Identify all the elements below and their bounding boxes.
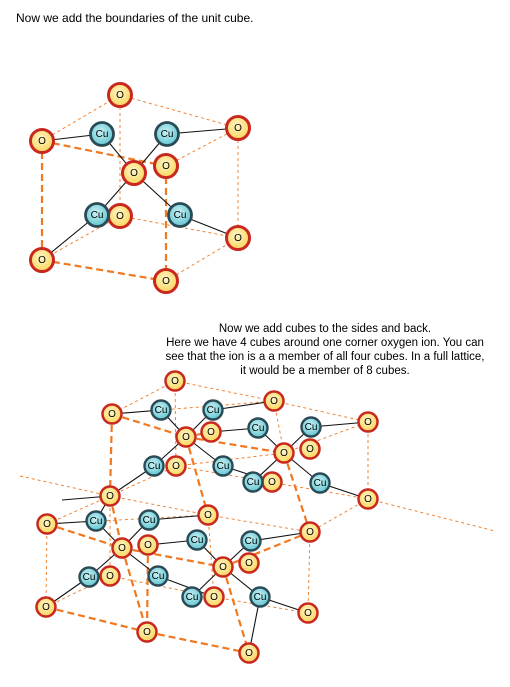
oxygen-atom	[275, 444, 294, 463]
oxygen-atom	[214, 558, 233, 577]
oxygen-atom	[103, 405, 122, 424]
oxygen-label: O	[144, 540, 152, 551]
oxygen-label: O	[234, 233, 242, 244]
oxygen-label: O	[204, 510, 212, 521]
copper-atom	[91, 123, 114, 146]
cube-edge-back	[175, 381, 274, 401]
oxygen-label: O	[234, 123, 242, 134]
copper-atom	[169, 204, 192, 227]
oxygen-atom	[205, 588, 224, 607]
oxygen-atom	[227, 227, 250, 250]
oxygen-atom	[301, 440, 320, 459]
copper-label: Cu	[90, 210, 104, 221]
copper-label: Cu	[89, 516, 103, 527]
oxygen-label: O	[364, 417, 372, 428]
oxygen-atom	[301, 523, 320, 542]
oxygen-label: O	[162, 161, 170, 172]
oxygen-label: O	[245, 648, 253, 659]
copper-atom	[152, 401, 171, 420]
oxygen-label: O	[143, 627, 151, 638]
oxygen-atom	[263, 473, 282, 492]
oxygen-atom	[31, 249, 54, 272]
copper-label: Cu	[206, 405, 220, 416]
copper-atom	[242, 532, 261, 551]
copper-atom	[302, 418, 321, 437]
copper-label: Cu	[246, 477, 260, 488]
cube-edge-back	[110, 496, 208, 515]
oxygen-atom	[101, 567, 120, 586]
copper-label: Cu	[313, 478, 327, 489]
oxygen-label: O	[38, 255, 46, 266]
oxygen-label: O	[245, 558, 253, 569]
oxygen-label: O	[268, 477, 276, 488]
copper-label: Cu	[142, 515, 156, 526]
oxygen-atom	[37, 598, 56, 617]
copper-atom	[214, 457, 233, 476]
oxygen-label: O	[270, 396, 278, 407]
oxygen-label: O	[118, 543, 126, 554]
cube-edge-front	[147, 545, 148, 632]
copper-atom	[204, 401, 223, 420]
oxygen-label: O	[108, 409, 116, 420]
oxygen-label: O	[219, 562, 227, 573]
copper-label: Cu	[95, 129, 109, 140]
oxygen-atom	[177, 428, 196, 447]
oxygen-label: O	[38, 136, 46, 147]
oxygen-atom	[299, 604, 318, 623]
oxygen-atom	[123, 162, 146, 185]
oxygen-label: O	[207, 427, 215, 438]
oxygen-label: O	[280, 448, 288, 459]
oxygen-label: O	[116, 211, 124, 222]
oxygen-atom	[240, 644, 259, 663]
copper-atom	[183, 588, 202, 607]
copper-atom	[244, 473, 263, 492]
oxygen-label: O	[304, 608, 312, 619]
copper-atom	[140, 511, 159, 530]
copper-label: Cu	[253, 592, 267, 603]
oxygen-atom	[155, 155, 178, 178]
oxygen-atom	[109, 84, 132, 107]
oxygen-atom	[101, 487, 120, 506]
cube-edge-front	[147, 632, 249, 653]
cube-edge-back	[274, 401, 368, 422]
cube-edge-front	[122, 548, 147, 632]
copper-label: Cu	[147, 461, 161, 472]
copper-atom	[86, 204, 109, 227]
copper-label: Cu	[82, 572, 96, 583]
oxygen-label: O	[116, 90, 124, 101]
copper-label: Cu	[185, 592, 199, 603]
oxygen-label: O	[130, 168, 138, 179]
cube-edge-back	[42, 216, 120, 260]
caption-line: see that the ion is a a member of all four cubes. In a full lattice,	[165, 351, 485, 363]
copper-label: Cu	[151, 571, 165, 582]
copper-label: Cu	[160, 129, 174, 140]
oxygen-atom	[199, 506, 218, 525]
copper-label: Cu	[251, 423, 265, 434]
oxygen-label: O	[210, 592, 218, 603]
copper-label: Cu	[304, 422, 318, 433]
oxygen-atom	[227, 117, 250, 140]
cube-edge-front	[46, 607, 147, 632]
oxygen-atom	[265, 392, 284, 411]
oxygen-label: O	[364, 494, 372, 505]
copper-label: Cu	[190, 535, 204, 546]
caption-line: Here we have 4 cubes around one corner oxygen ion. You can	[166, 337, 484, 349]
copper-atom	[188, 531, 207, 550]
caption-unit-cube: Now we add the boundaries of the unit cube.	[16, 11, 254, 25]
copper-label: Cu	[154, 405, 168, 416]
cube-edge-back	[284, 422, 368, 453]
cube-edge-back	[120, 95, 238, 128]
oxygen-label: O	[306, 444, 314, 455]
oxygen-label: O	[171, 376, 179, 387]
cube-edge-back	[175, 381, 176, 466]
copper-atom	[249, 419, 268, 438]
cube-edge-back	[308, 532, 310, 613]
copper-atom	[80, 568, 99, 587]
oxygen-atom	[155, 270, 178, 293]
cube-edge-back	[20, 476, 110, 496]
copper-label: Cu	[244, 536, 258, 547]
oxygen-label: O	[306, 527, 314, 538]
copper-atom	[87, 512, 106, 531]
cube-edge-front	[223, 567, 249, 653]
oxygen-atom	[138, 623, 157, 642]
cube-edge-back	[368, 499, 495, 531]
cube-edge-back	[208, 515, 310, 532]
oxygen-atom	[38, 515, 57, 534]
oxygen-label: O	[43, 519, 51, 530]
oxygen-label: O	[42, 602, 50, 613]
oxygen-atom	[202, 423, 221, 442]
oxygen-atom	[167, 457, 186, 476]
oxygen-label: O	[182, 432, 190, 443]
cube-edge-front	[223, 532, 310, 567]
oxygen-atom	[139, 536, 158, 555]
oxygen-atom	[31, 130, 54, 153]
oxygen-atom	[166, 372, 185, 391]
cube-edge-back	[110, 466, 176, 496]
cube-edge-front	[284, 453, 310, 532]
oxygen-atom	[109, 205, 132, 228]
copper-atom	[145, 457, 164, 476]
cube-edge-front	[186, 437, 208, 515]
caption-line: Now we add cubes to the sides and back.	[218, 323, 432, 335]
copper-atom	[251, 588, 270, 607]
oxygen-atom	[359, 413, 378, 432]
oxygen-label: O	[162, 276, 170, 287]
oxygen-atom	[359, 490, 378, 509]
copper-atom	[311, 474, 330, 493]
copper-atom	[149, 567, 168, 586]
oxygen-label: O	[106, 571, 114, 582]
copper-label: Cu	[216, 461, 230, 472]
oxygen-label: O	[172, 461, 180, 472]
caption-line: it would be a member of 8 cubes.	[240, 365, 410, 377]
cube-edge-back	[46, 524, 47, 607]
cube-edge-front	[110, 414, 112, 496]
copper-atom	[156, 123, 179, 146]
oxygen-atom	[113, 539, 132, 558]
copper-label: Cu	[173, 210, 187, 221]
oxygen-atom	[240, 554, 259, 573]
cube-edge-front	[42, 260, 166, 281]
oxygen-label: O	[106, 491, 114, 502]
